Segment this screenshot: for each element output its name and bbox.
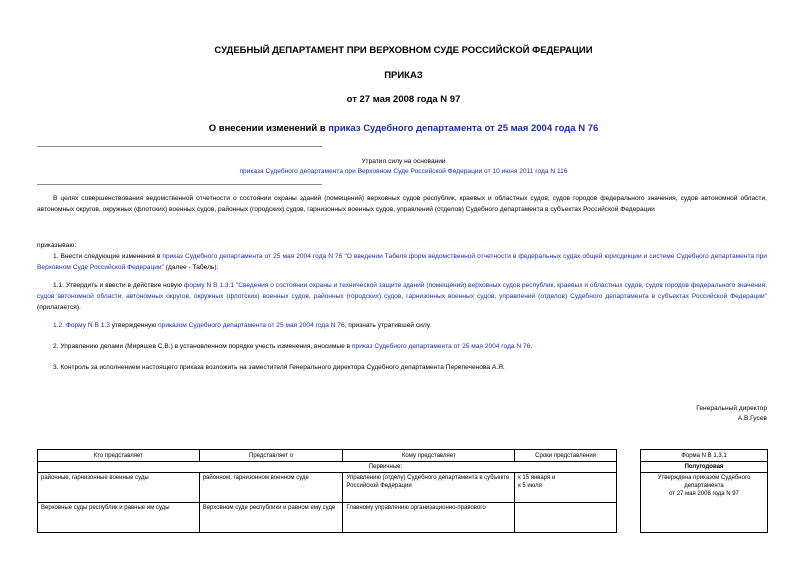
paragraph-1 xyxy=(37,251,767,273)
paragraph-2 xyxy=(37,341,767,352)
deadline-2: к 5 июля xyxy=(518,483,542,489)
table-cell: Верховные суды республик и равные им суды xyxy=(38,503,200,533)
repeal-note: Утратил силу на основании xyxy=(361,158,446,165)
repeal-note-link[interactable]: приказа Судебного департамента при Верховном Суде Российской Федерации от 10 июня 2011 года N 116 xyxy=(239,168,568,175)
form-box xyxy=(640,449,768,533)
form-number: Форма N В 1.3.1 xyxy=(641,450,768,462)
table-header: Сроки представления xyxy=(515,450,617,462)
divider-top xyxy=(37,146,322,147)
p2-link[interactable]: приказ Судебного департамента от 25 мая 2004 года N 76 xyxy=(351,343,531,350)
intro-paragraph: В целях совершенствования ведомственной отчетности о состоянии охраны зданий (помещений) верховных судов республик, краевых и областных судов, судов городов федерального значения, судов автономной области, автономных округов, окружных (флотских) военных судов, районных (городских) судов, гарнизонных военных судов, управлений (отделов) Судебного департамента в субъектах Российской Федерации xyxy=(37,195,767,213)
table-cell: Управлению (отделу) Судебного департамента в субъекте Российской Федерации xyxy=(343,473,515,503)
p1-text-a: 1. Внести следующие изменения в xyxy=(53,253,163,260)
form-approval xyxy=(641,473,768,533)
paragraph-1-2 xyxy=(37,320,767,331)
table-cell: Верховном суде республики и равном ему суде xyxy=(199,503,343,533)
table-row xyxy=(38,473,617,503)
p12-text-b: , признать утратившей силу. xyxy=(344,322,432,329)
table-cell xyxy=(515,503,617,533)
table-header: Кто представляет xyxy=(38,450,200,462)
paragraph-3: 3. Контроль за исполнением настоящего приказа возложить на заместителя Генерального директора Судебного департамента Перепеченова А.Я. xyxy=(53,364,505,371)
reporting-table xyxy=(37,449,617,533)
p11-form-title[interactable]: "Сведения о состоянии охраны и технической защите зданий (помещений) верховных судов республик, краевых и областных судов, судов городов федерального значения, судов автономной области, автономных округов, окружных (флотских) военных судов, районных (городских) судов, гарнизонных военных судов, управлений (отделов) Судебного департамента в субъектах Российской Федерации" xyxy=(37,282,767,300)
table-header-row xyxy=(38,450,617,462)
table-header: Представляет о xyxy=(199,450,343,462)
p1-text-c: (далее - Табель): xyxy=(163,264,219,271)
deadline-1: к 15 января и xyxy=(518,475,556,481)
organization-heading: СУДЕБНЫЙ ДЕПАРТАМЕНТ ПРИ ВЕРХОВНОМ СУДЕ РОССИЙСКОЙ ФЕДЕРАЦИИ xyxy=(214,45,593,56)
p12-link-order[interactable]: приказом Судебного департамента от 25 мая 2004 года N 76 xyxy=(158,322,345,329)
subject-prefix: О внесении изменений в xyxy=(208,123,329,134)
paragraph-1-1 xyxy=(37,280,767,313)
p12-text-a: утвержденную xyxy=(109,322,159,329)
document-type: ПРИКАЗ xyxy=(384,70,423,81)
table-row xyxy=(38,503,617,533)
p2-text-a: 2. Управлению делами (Миряшев С.В.) в установленном порядке учесть изменения, вносимые в xyxy=(53,343,352,350)
table-cell: районные, гарнизонные военные суды xyxy=(38,473,200,503)
p12-link-form[interactable]: 1.2. Форму N В 1.3 xyxy=(53,322,110,329)
p1-link[interactable]: приказ Судебного департамента от 25 мая 2004 года N 76 xyxy=(162,253,343,260)
form-approval-line2: от 27 мая 2008 года N 97 xyxy=(669,491,739,497)
table-cell: Главному управлению организационно-правового xyxy=(343,503,515,533)
subject-link[interactable]: приказ Судебного департамента от 25 мая 2004 года N 76 xyxy=(328,123,599,134)
table-section-label: Первичные: xyxy=(38,462,617,473)
table-cell: районном, гарнизонном военном суде xyxy=(199,473,343,503)
p2-text-b: . xyxy=(530,343,533,350)
document-date: от 27 мая 2008 года N 97 xyxy=(346,94,461,105)
signatory-name: А.В.Гусев xyxy=(737,415,767,422)
p11-link[interactable]: форму N В 1.3.1 xyxy=(183,282,235,289)
p1-title-link[interactable]: "О введении Табеля форм ведомственной отчетности в федеральных судах общей юрисдикции и системе Судебного департамента при Верховном Суде Российской Федерации" xyxy=(37,253,767,271)
order-word: приказываю: xyxy=(37,242,77,249)
document-subject xyxy=(0,123,807,134)
form-period: Полугодовая xyxy=(641,462,768,473)
p11-text-c: (прилагается). xyxy=(37,304,81,311)
table-header: Кому представляет xyxy=(343,450,515,462)
form-approval-line1: Утверждена приказом Судебного департамента xyxy=(657,475,751,489)
divider-bottom xyxy=(37,184,322,185)
p11-text-a: 1.1. Утвердить и ввести в действие новую xyxy=(53,282,184,289)
signatory-title: Генеральный директор xyxy=(696,405,767,412)
table-section-row xyxy=(38,462,617,473)
table-cell xyxy=(515,473,617,503)
